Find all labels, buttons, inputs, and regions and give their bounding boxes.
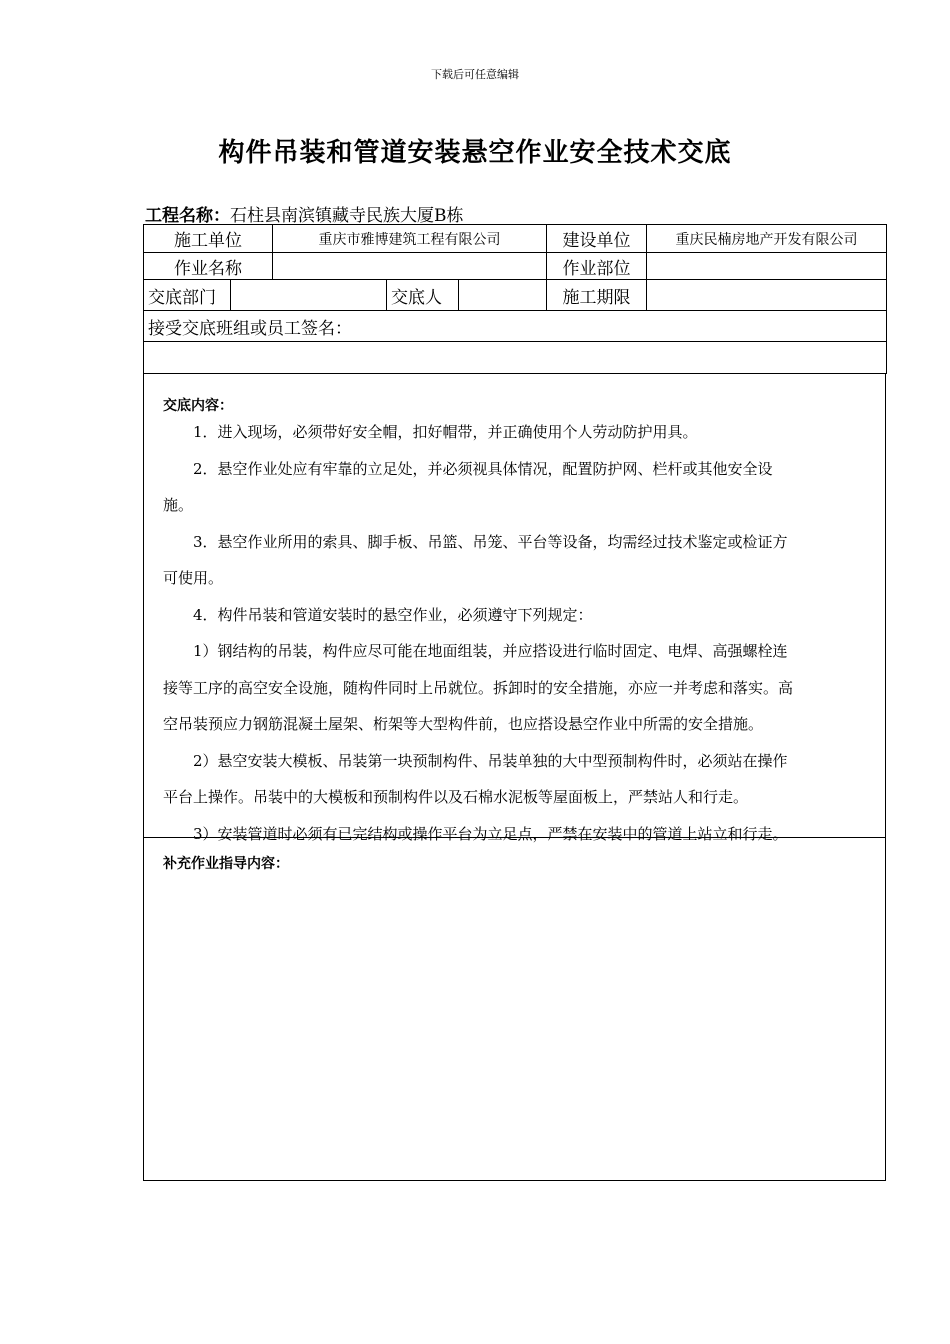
work-part-value[interactable] <box>647 253 887 280</box>
construction-unit-value: 重庆市雅博建筑工程有限公司 <box>273 225 547 253</box>
signature-field[interactable] <box>144 342 887 374</box>
period-label: 施工期限 <box>547 280 647 311</box>
content-body <box>163 414 870 852</box>
dept-value[interactable] <box>231 280 387 311</box>
page-title: 构件吊装和管道安装悬空作业安全技术交底 <box>218 138 732 168</box>
content-line: 2）悬空安装大模板、吊装第一块预制构件、吊装单独的大中型预制构件时，必须站在操作 <box>193 751 788 770</box>
period-value[interactable] <box>647 280 887 311</box>
content-line: 空吊装预应力钢筋混凝土屋架、桁架等大型构件前，也应搭设悬空作业中所需的安全措施。 <box>163 715 764 733</box>
construction-unit-label: 施工单位 <box>144 225 273 253</box>
content-section <box>143 373 886 843</box>
content-line: 平台上操作。吊装中的大模板和预制构件以及石棉水泥板等屋面板上，严禁站人和行走。 <box>163 788 749 806</box>
info-table <box>143 224 887 374</box>
supplement-section[interactable] <box>143 837 886 1181</box>
signature-label: 接受交底班组或员工签名： <box>144 311 887 342</box>
builder-unit-label: 建设单位 <box>547 225 647 253</box>
content-line: 接等工序的高空安全设施，随构件同时上吊就位。拆卸时的安全措施，亦应一并考虑和落实。高 <box>163 678 794 697</box>
person-label: 交底人 <box>387 280 459 311</box>
work-part-label: 作业部位 <box>547 253 647 280</box>
builder-unit-value: 重庆民楠房地产开发有限公司 <box>647 225 887 253</box>
content-line: 3．悬空作业所用的索具、脚手板、吊篮、吊笼、平台等设备，均需经过技术鉴定或检证方 <box>193 532 788 551</box>
content-line: 3）安装管道时必须有已完结构或操作平台为立足点，严禁在安装中的管道上站立和行走。 <box>193 824 788 843</box>
person-value[interactable] <box>459 280 547 311</box>
content-line: 可使用。 <box>163 569 224 587</box>
content-line: 施。 <box>163 496 194 514</box>
content-line: 4．构件吊装和管道安装时的悬空作业，必须遵守下列规定： <box>193 605 593 624</box>
header-note: 下载后可任意编辑 <box>431 68 519 81</box>
project-value: 石柱县南滨镇藏寺民族大厦B栋 <box>230 206 464 226</box>
content-line: 1）钢结构的吊装，构件应尽可能在地面组装，并应搭设进行临时固定、电焊、高强螺栓连 <box>193 642 788 660</box>
project-label: 工程名称： <box>145 206 230 226</box>
work-name-value[interactable] <box>273 253 547 280</box>
content-line: 1．进入现场，必须带好安全帽，扣好帽带，并正确使用个人劳动防护用具。 <box>193 423 698 441</box>
content-line: 2．悬空作业处应有牢靠的立足处，并必须视具体情况，配置防护网、栏杆或其他安全设 <box>193 459 773 478</box>
work-name-label: 作业名称 <box>144 253 273 280</box>
supplement-heading: 补充作业指导内容： <box>163 856 289 872</box>
dept-label: 交底部门 <box>144 280 231 311</box>
content-heading: 交底内容： <box>163 398 233 414</box>
project-line <box>145 201 464 226</box>
